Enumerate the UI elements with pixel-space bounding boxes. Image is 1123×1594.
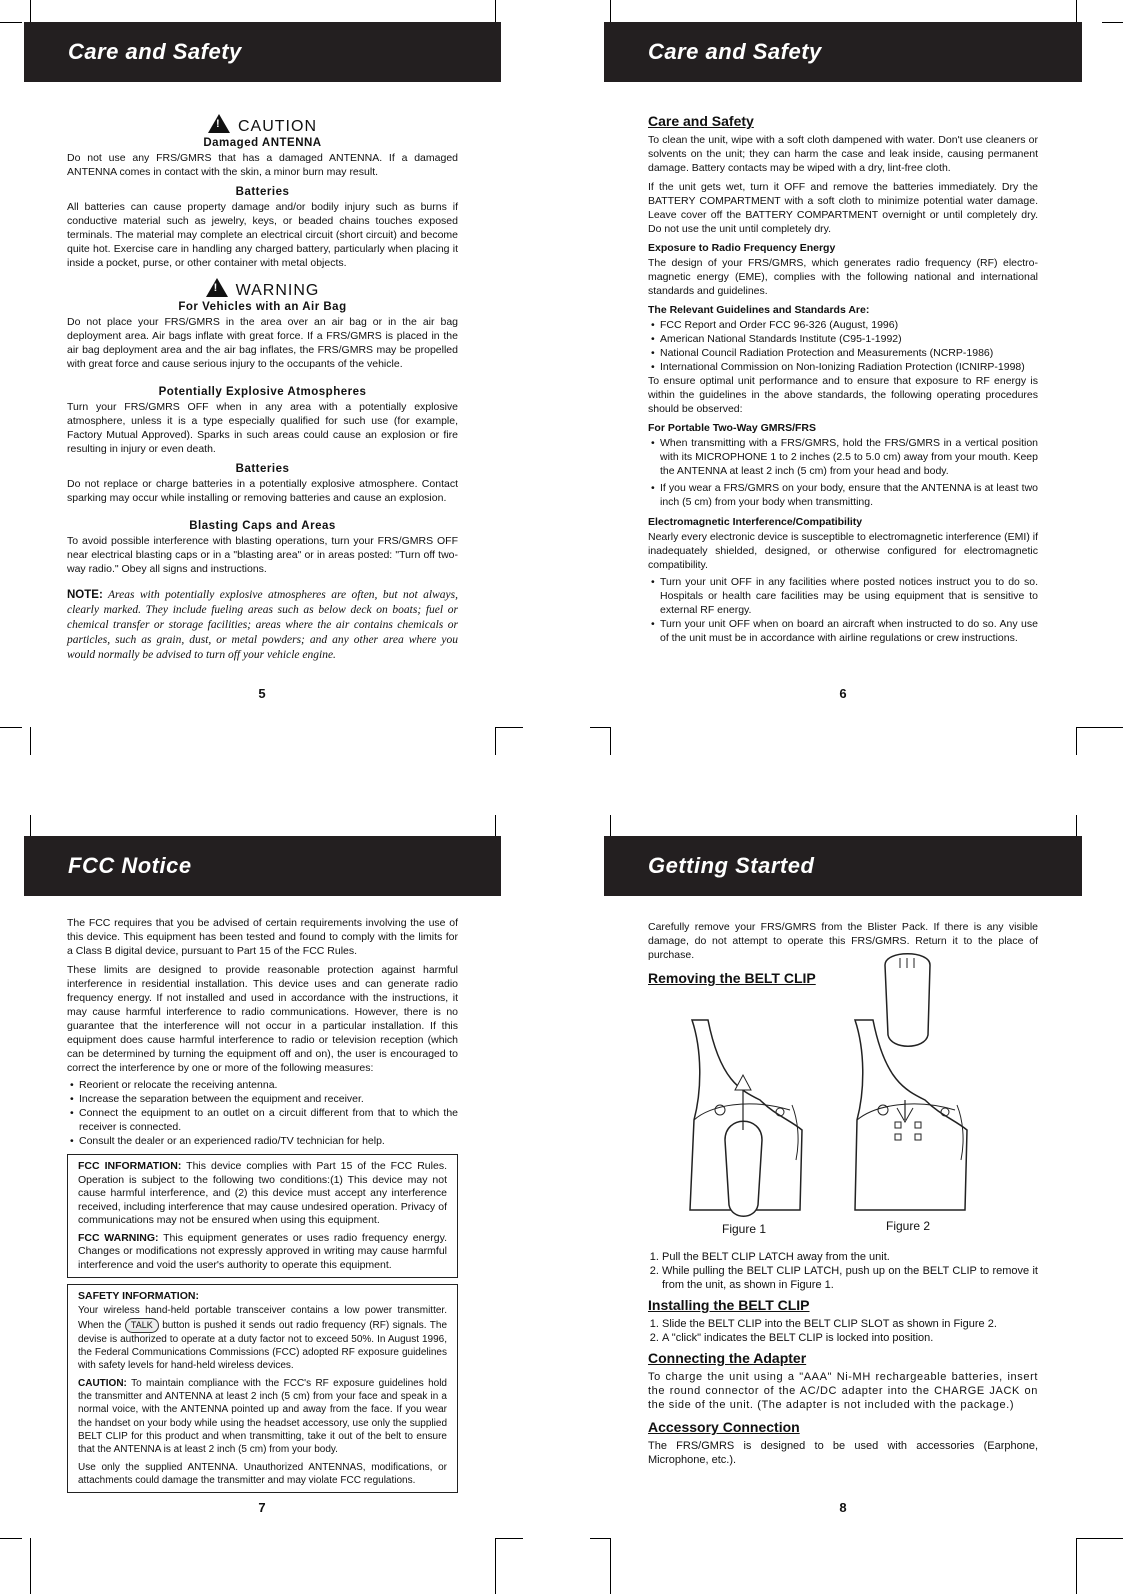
safety-info-box — [67, 1284, 458, 1493]
text: To maintain compliance with the FCC's RF exposure guidelines hold the transmitter and ANTENNA at least 2 inch (5 cm) from your face and speak in a normal voice, with the ANTENNA pointed up and away from the face. If you wear the handset on your body while using the headset accessory, use only the supplied BELT CLIP for this product and when transmitting, take it out of the belt to ensure that the ANTENNA is at least 2 inch (5 cm) from your body. — [78, 1377, 447, 1456]
portable-list — [648, 436, 1038, 509]
crop-mark — [495, 815, 496, 837]
crop-mark — [30, 0, 31, 22]
list-item: • Connect the equipment to an outlet on a circuit different from that to which the receiver is connected. — [67, 1106, 458, 1134]
section-heading: Batteries — [235, 463, 290, 475]
page7-header: FCC Notice — [24, 836, 501, 896]
page8-header: Getting Started — [604, 836, 1082, 896]
paragraph: Use only the supplied ANTENNA. Unauthorized ANTENNAS, modifications, or attachments could damage the transmitter and may violate FCC regulations. — [78, 1461, 447, 1486]
subheading: The Relevant Guidelines and Standards Are: — [648, 304, 870, 316]
label: FCC INFORMATION: — [78, 1160, 182, 1172]
list-item: • When transmitting with a FRS/GMRS, hold the FRS/GMRS in a vertical position with its MICROPHONE 1 to 2 inches (2.5 to 5.0 cm) away from your mouth. Keep the ANTENNA at least 2 inch (5 cm) from your head and body. — [648, 436, 1038, 478]
crop-mark — [610, 815, 611, 837]
caution-label: CAUTION — [238, 118, 317, 135]
crop-mark — [1076, 727, 1123, 728]
paragraph: The FCC requires that you be advised of certain requirements involving the use of this device. This equipment has been tested and found to comply with the limits for a Class B digital device, pursuant to Part 15 of the FCC Rules. — [67, 917, 458, 957]
paragraph — [78, 1304, 447, 1372]
paragraph: Nearly every electronic device is susceptible to electromagnetic interference (EMI) if inadequately shielded, designed, or otherwise configured for electromagnetic compatibility. — [648, 531, 1038, 571]
paragraph — [78, 1377, 447, 1457]
crop-mark — [1102, 22, 1123, 23]
list-item: 2. While pulling the BELT CLIP LATCH, push up on the BELT CLIP to remove it from the unit, as shown in Figure 1. — [662, 1264, 1038, 1292]
caution-heading — [67, 114, 458, 134]
removing-steps — [648, 1250, 1038, 1292]
warning-label: WARNING — [235, 282, 320, 299]
caution-icon: ! — [208, 114, 230, 133]
page8-content — [648, 1250, 1038, 1470]
list-item: • Increase the separation between the equipment and receiver. — [67, 1092, 458, 1106]
section-heading: Damaged ANTENNA — [203, 137, 322, 149]
list-item: • If you wear a FRS/GMRS on your body, ensure that the ANTENNA is at least two inch (5 cm) from your body when transmitting. — [648, 481, 1038, 509]
label: CAUTION: — [78, 1377, 127, 1389]
list-item: • National Council Radiation Protection and Measurements (NCRP-1986) — [648, 346, 1038, 360]
crop-mark — [0, 727, 22, 728]
emi-list — [648, 575, 1038, 645]
paragraph: Carefully remove your FRS/GMRS from the Blister Pack. If there is any visible damage, do not attempt to operate this FRS/GMRS. Return it to the place of purchase. — [648, 921, 1038, 961]
list-item: • Consult the dealer or an experienced radio/TV technician for help. — [67, 1134, 458, 1148]
talk-button-icon: TALK — [125, 1318, 159, 1333]
paragraph: Do not place your FRS/GMRS in the area over an air bag or in the air bag deployment area. Air bags inflate with great force. If a FRS/GMRS is placed in the air bag deployment area and the air bag inflates, the FRS/GMRS may be propelled with great force and cause serious injury to the occupants of the vehicle. — [67, 316, 458, 370]
crop-mark — [495, 1538, 496, 1594]
list-item: 1. Slide the BELT CLIP into the BELT CLIP SLOT as shown in Figure 2. — [662, 1317, 1038, 1331]
warning-icon: ! — [206, 278, 228, 297]
paragraph — [78, 1232, 447, 1273]
page6-content — [648, 108, 1038, 645]
crop-mark — [495, 1538, 523, 1539]
page-number: 7 — [258, 1500, 266, 1515]
paragraph: These limits are designed to provide reasonable protection against harmful interference in residential installation. This device uses and can generate radio frequency energy. If not installed and used in accordance with the instructions, it may cause harmful interference to radio communications. However, there is no guarantee that the interference will not occur in a particular installation. If this equipment does cause harmful interference to radio or television reception (which can be determined by turning the equipment off and on), the user is encouraged to correct the interference by one or more of the following measures: — [67, 964, 458, 1074]
subheading: Exposure to Radio Frequency Energy — [648, 242, 836, 254]
page7-content — [67, 916, 458, 1493]
section-heading: Potentially Explosive Atmospheres — [158, 386, 367, 398]
paragraph: The design of your FRS/GMRS, which generates radio frequency (RF) electro-magnetic energy (EME), complies with the following national and international standards and guidelines. — [648, 257, 1038, 297]
text: Your wireless hand-held portable transceiver contains a low power transmitter. When the — [78, 1305, 447, 1331]
page8-intro — [648, 920, 1038, 990]
crop-mark — [30, 727, 31, 755]
note-label: NOTE: — [67, 589, 103, 601]
belt-clip-figure-1 — [680, 1010, 810, 1220]
page-number: 8 — [839, 1500, 847, 1515]
list-item: • American National Standards Institute (C95-1-1992) — [648, 332, 1038, 346]
crop-mark — [610, 0, 611, 22]
section-heading: Blasting Caps and Areas — [189, 520, 336, 532]
paragraph — [78, 1160, 447, 1228]
label: FCC WARNING: — [78, 1231, 159, 1244]
installing-steps — [648, 1317, 1038, 1345]
section-heading: For Vehicles with an Air Bag — [178, 301, 347, 313]
crop-mark — [610, 727, 611, 755]
paragraph: To ensure optimal unit performance and to ensure that exposure to RF energy is within the guidelines in the above standards, the following operating procedures should be observed: — [648, 375, 1038, 415]
section-title: Installing the BELT CLIP — [648, 1297, 810, 1313]
fcc-info-box — [67, 1154, 458, 1278]
paragraph: Do not replace or charge batteries in a potentially explosive atmosphere. Contact sparking may occur while installing or removing batteries and cause an explosion. — [67, 478, 458, 504]
measures-list — [67, 1078, 458, 1148]
list-item: • Turn your unit OFF in any facilities where posted notices instruct you to do so. Hospitals or health care facilities may be using equipment that is sensitive to external RF energy. — [648, 575, 1038, 617]
paragraph: The FRS/GMRS is designed to be used with accessories (Earphone, Microphone, etc.). — [648, 1440, 1038, 1466]
crop-mark — [590, 1538, 610, 1539]
paragraph: Do not use any FRS/GMRS that has a damaged ANTENNA. If a damaged ANTENNA comes in contact with the skin, a minor burn may result. — [67, 152, 458, 178]
subheading: SAFETY INFORMATION: — [78, 1290, 199, 1302]
crop-mark — [0, 22, 22, 23]
figure-2-caption: Figure 2 — [886, 1219, 931, 1233]
warning-heading — [67, 278, 458, 298]
paragraph: To avoid possible interference with blasting operations, turn your FRS/GMRS OFF near electrical blasting caps or in a "blasting area" or in areas posted: "Turn off two-way radio." Obey all signs and instructions. — [67, 535, 458, 575]
paragraph: To charge the unit using a "AAA" Ni-MH rechargeable batteries, insert the round connector of the AC/DC adapter into the CHARGE JACK on the side of the unit. (The adapter is not included with the package.) — [648, 1371, 1038, 1411]
paragraph: Turn your FRS/GMRS OFF when in any area with a potentially explosive atmosphere, unless it is a type especially qualified for such use (for example, Factory Mutual Approved). Sparks in such areas could cause an explosion or fire resulting in injury or even death. — [67, 401, 458, 455]
paragraph: All batteries can cause property damage and/or bodily injury such as burns if conductive material such as jewelry, keys, or beaded chains touches exposed terminals. The material may complete an electrical circuit (short circuit) and become quite hot. Exercise care in handling any charged battery, particularly when placing it inside a pocket, purse, or other container with metal objects. — [67, 201, 458, 269]
note-text: Areas with potentially explosive atmospheres are often, but not always, clearly marked. They include fueling areas such as below deck on boats; fuel or chemical transfer or storage facilities; areas where the air contains chemicals or particles, such as grain, dust, or metal powders; and any other area where you would normally be advised to turn off your vehicle engine. — [67, 589, 458, 661]
crop-mark — [495, 727, 523, 728]
crop-mark — [0, 1538, 22, 1539]
subheading: For Portable Two-Way GMRS/FRS — [648, 422, 817, 434]
section-title: Removing the BELT CLIP — [648, 970, 816, 986]
crop-mark — [495, 0, 496, 22]
crop-mark — [1076, 727, 1077, 755]
crop-mark — [1076, 1538, 1123, 1539]
crop-mark — [1076, 1538, 1077, 1594]
crop-mark — [610, 1538, 611, 1594]
belt-clip-figure-2 — [845, 950, 975, 1220]
crop-mark — [30, 815, 31, 837]
paragraph: If the unit gets wet, turn it OFF and remove the batteries immediately. Dry the BATTERY COMPARTMENT with a soft cloth to minimize potential water damage. Leave cover off the BATTERY COMPARTMENT overnight or until completely dry. Do not use the unit until completely dry. — [648, 181, 1038, 235]
section-title: Connecting the Adapter — [648, 1350, 807, 1366]
list-item: 2. A "click" indicates the BELT CLIP is locked into position. — [662, 1331, 1038, 1345]
crop-mark — [30, 1538, 31, 1594]
page5-header: Care and Safety — [24, 22, 501, 82]
list-item: • FCC Report and Order FCC 96-326 (August, 1996) — [648, 318, 1038, 332]
subheading: Electromagnetic Interference/Compatibility — [648, 516, 863, 528]
paragraph: To clean the unit, wipe with a soft cloth dampened with water. Don't use cleaners or solvents on the unit; they can harm the case and leak inside, causing permanent damage. Battery contacts may be wiped with a dry, lint-free cloth. — [648, 134, 1038, 174]
page6-header: Care and Safety — [604, 22, 1082, 82]
guidelines-list — [648, 318, 1038, 374]
list-item: • International Commission on Non-Ionizing Radiation Protection (ICNIRP-1998) — [648, 360, 1038, 374]
crop-mark — [590, 727, 610, 728]
page-number: 6 — [839, 686, 847, 701]
list-item: • Reorient or relocate the receiving antenna. — [67, 1078, 458, 1092]
list-item: 1. Pull the BELT CLIP LATCH away from the unit. — [662, 1250, 1038, 1264]
section-title: Care and Safety — [648, 113, 754, 129]
list-item: • Turn your unit OFF when on board an aircraft when instructed to do so. Any use of the unit must be in accordance with airline regulations or crew instructions. — [648, 617, 1038, 645]
crop-mark — [495, 727, 496, 755]
text: This equipment generates or uses radio frequency energy. Changes or modifications not expressly approved in writing may cause harmful interference and void the user's authority to operate this equipment. — [78, 1231, 447, 1271]
crop-mark — [1076, 815, 1077, 837]
text: button is pushed it sends out radio frequency (RF) signals. The devise is authorized to operate at a duty factor not to exceed 50%. In August 1996, the Federal Communications Commissions (FCC) adopted RF exposure guidelines with safety levels for hand-held wireless devices. — [78, 1319, 448, 1372]
figure-1-caption: Figure 1 — [722, 1222, 767, 1236]
page5-content — [67, 110, 458, 663]
section-title: Accessory Connection — [648, 1419, 800, 1435]
section-heading: Batteries — [235, 186, 290, 198]
text: This device complies with Part 15 of the FCC Rules. Operation is subject to the following two conditions:(1) This device may not cause harmful interference, and (2) this device must accept any interference received, including interference that may cause undesired operation. Privacy of communications may not be ensured when using this equipment. — [78, 1160, 447, 1226]
page-number: 5 — [258, 686, 266, 701]
note — [67, 588, 458, 663]
crop-mark — [1076, 0, 1077, 22]
